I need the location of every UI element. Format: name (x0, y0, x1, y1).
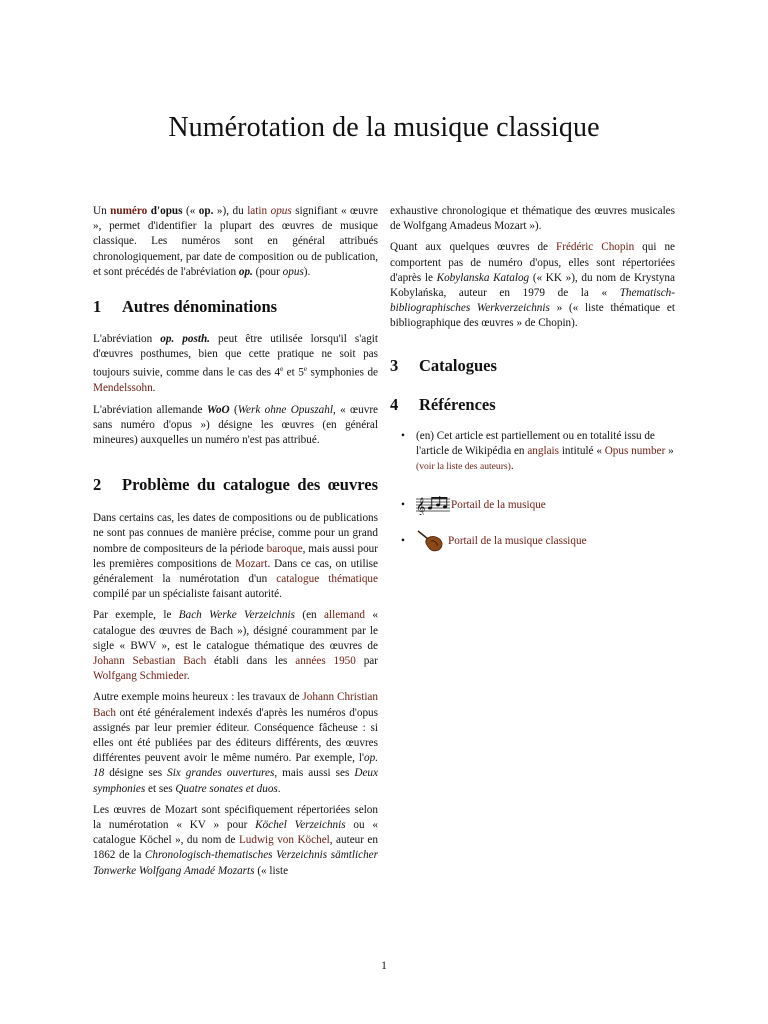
paragraph-continuation: exhaustive chronologique et thématique des œuvres musicales de Wolfgang Amadeus Mozart »). (390, 205, 675, 233)
link-baroque[interactable]: baroque (266, 542, 303, 555)
paragraph-woo: L'abréviation allemande WoO (Werk ohne Opuszahl, « œuvre sans numéro d'opus ») désigne les œuvres (en général mineures) auxquelles un numéro n'est pas attribué. (93, 403, 379, 446)
link-johann-sebastian-bach[interactable]: Johann Sebastian Bach (93, 655, 207, 667)
portal-musique-classique[interactable]: • Portail de la musique classique (390, 530, 675, 552)
references-list (390, 429, 675, 475)
paragraph-bwv: Par exemple, le Bach Werke Verzeichnis (en allemand « catalogue des œuvres de Bach »), désigné couramment par le sigle « BWV », est le catalogue thématique des œuvres de Johann Sebastian Bach établi dans les années 1950 par Wolfgang Schmieder. (93, 609, 378, 683)
page-number: 1 (381, 960, 387, 972)
paragraph-dates: Dans certains cas, les dates de compositions ou de publications ne sont pas connues de manière précise, comme pour un grand nombre de compositeurs de la période baroque, mais aussi pour les premières compositions de Mozart. Dans ce cas, on utilise généralement la numérotation d'un catalogue thématique compilé par un spécialiste faisant autorité. (93, 512, 379, 601)
link-liste-auteurs[interactable]: (voir la liste des auteurs) (416, 461, 511, 473)
link-allemand[interactable]: allemand (324, 609, 366, 622)
link-wolfgang-schmieder[interactable]: Wolfgang Schmieder (93, 670, 187, 683)
link-numero[interactable]: numéro (110, 205, 148, 217)
link-anglais[interactable]: anglais (527, 444, 560, 457)
paragraph-jc-bach: Autre exemple moins heureux : les travaux de Johann Christian Bach ont été généralement indexés d'après les numéros d'opus assignés par leur premier éditeur. Conséquence fâcheuse : si elles ont été publiées par des éditeurs différents, des œuvres différentes peuvent avoir le même numéro. Par exemple, l'op. 18 désigne ses Six grandes ouvertures, mais aussi ses Deux symphonies et ses Quatre sonates et duos. (93, 691, 378, 795)
portal-musique-classique-link[interactable]: Portail de la musique classique (448, 534, 587, 547)
section-heading-autres: 1 Autres dénominations (93, 297, 278, 317)
music-notes-icon (416, 495, 450, 515)
link-frederic-chopin[interactable]: Frédéric Chopin (556, 241, 635, 254)
paragraph-posth: L'abréviation op. posth. peut être utilisée lorsqu'il s'agit d'œuvres posthumes, bien que cette pratique ne soit pas toujours suivie, comme dans le cas des 4e et 5e symphonies de Mendelssohn. (93, 333, 379, 395)
left-column (93, 204, 378, 885)
page-title: Numérotation de la musique classique (168, 112, 600, 143)
portal-musique[interactable]: • 𝄞 Portail de la musique (401, 497, 546, 516)
reference-item: • (en) Cet article est partiellement ou en totalité issu de l'article de Wikipédia en anglais intitulé « Opus number » (voir la liste des auteurs). (390, 429, 675, 475)
portal-musique-link[interactable]: Portail de la musique (451, 498, 546, 511)
link-catalogue-thematique[interactable]: catalogue thématique (276, 572, 378, 585)
link-johann-christian-bach[interactable]: Johann Christian Bach (93, 691, 378, 719)
link-ludwig-von-kochel[interactable]: Ludwig von Köchel (238, 834, 330, 847)
link-mendelssohn[interactable]: Mendelssohn (93, 382, 153, 395)
intro-paragraph: Un numéro d'opus (« op. »), du latin opus signifiant « œuvre », permet d'identifier la plupart des œuvres de musique classique. Les numéros sont en général attribués chronologiquement, par date de composition ou de publication, et sont précédés de l'abréviation op. (pour opus). (93, 205, 379, 278)
svg-text:𝄞: 𝄞 (416, 497, 426, 516)
paragraph-chopin: Quant aux quelques œuvres de Frédéric Chopin qui ne comportent pas de numéro d'opus, elles sont répertoriées d'après le Kobylanska Katalog (« KK »), du nom de Krystyna Kobylańska, auteur en 1979 de la « Thematisch-bibliographisches Werkverzeichnis » (« liste thématique et bibliographique des œuvres » de Chopin). (390, 241, 676, 330)
link-annees-1950[interactable]: années 1950 (295, 655, 356, 667)
section-heading-catalogues: 3 Catalogues (390, 355, 497, 375)
link-mozart[interactable]: Mozart (235, 557, 268, 570)
paragraph-kochel: Les œuvres de Mozart sont spécifiquement répertoriées selon la numérotation « KV » pour Köchel Verzeichnis ou « catalogue Köchel », du nom de Ludwig von Köchel, auteur en 1862 de la Chronologisch-thematisches Verzeichnis sämtlicher Tonwerke Wolfgang Amadé Mozarts (« liste (93, 803, 378, 877)
link-opus-number[interactable]: Opus number (604, 444, 666, 457)
link-opus[interactable]: opus (270, 205, 292, 217)
section-heading-probleme: 2 Problème du catalogue des œuvres (93, 475, 378, 495)
violin-icon (416, 529, 446, 553)
right-column (390, 204, 675, 552)
section-heading-references: 4 Références (390, 394, 496, 414)
link-latin[interactable]: latin (247, 205, 268, 217)
